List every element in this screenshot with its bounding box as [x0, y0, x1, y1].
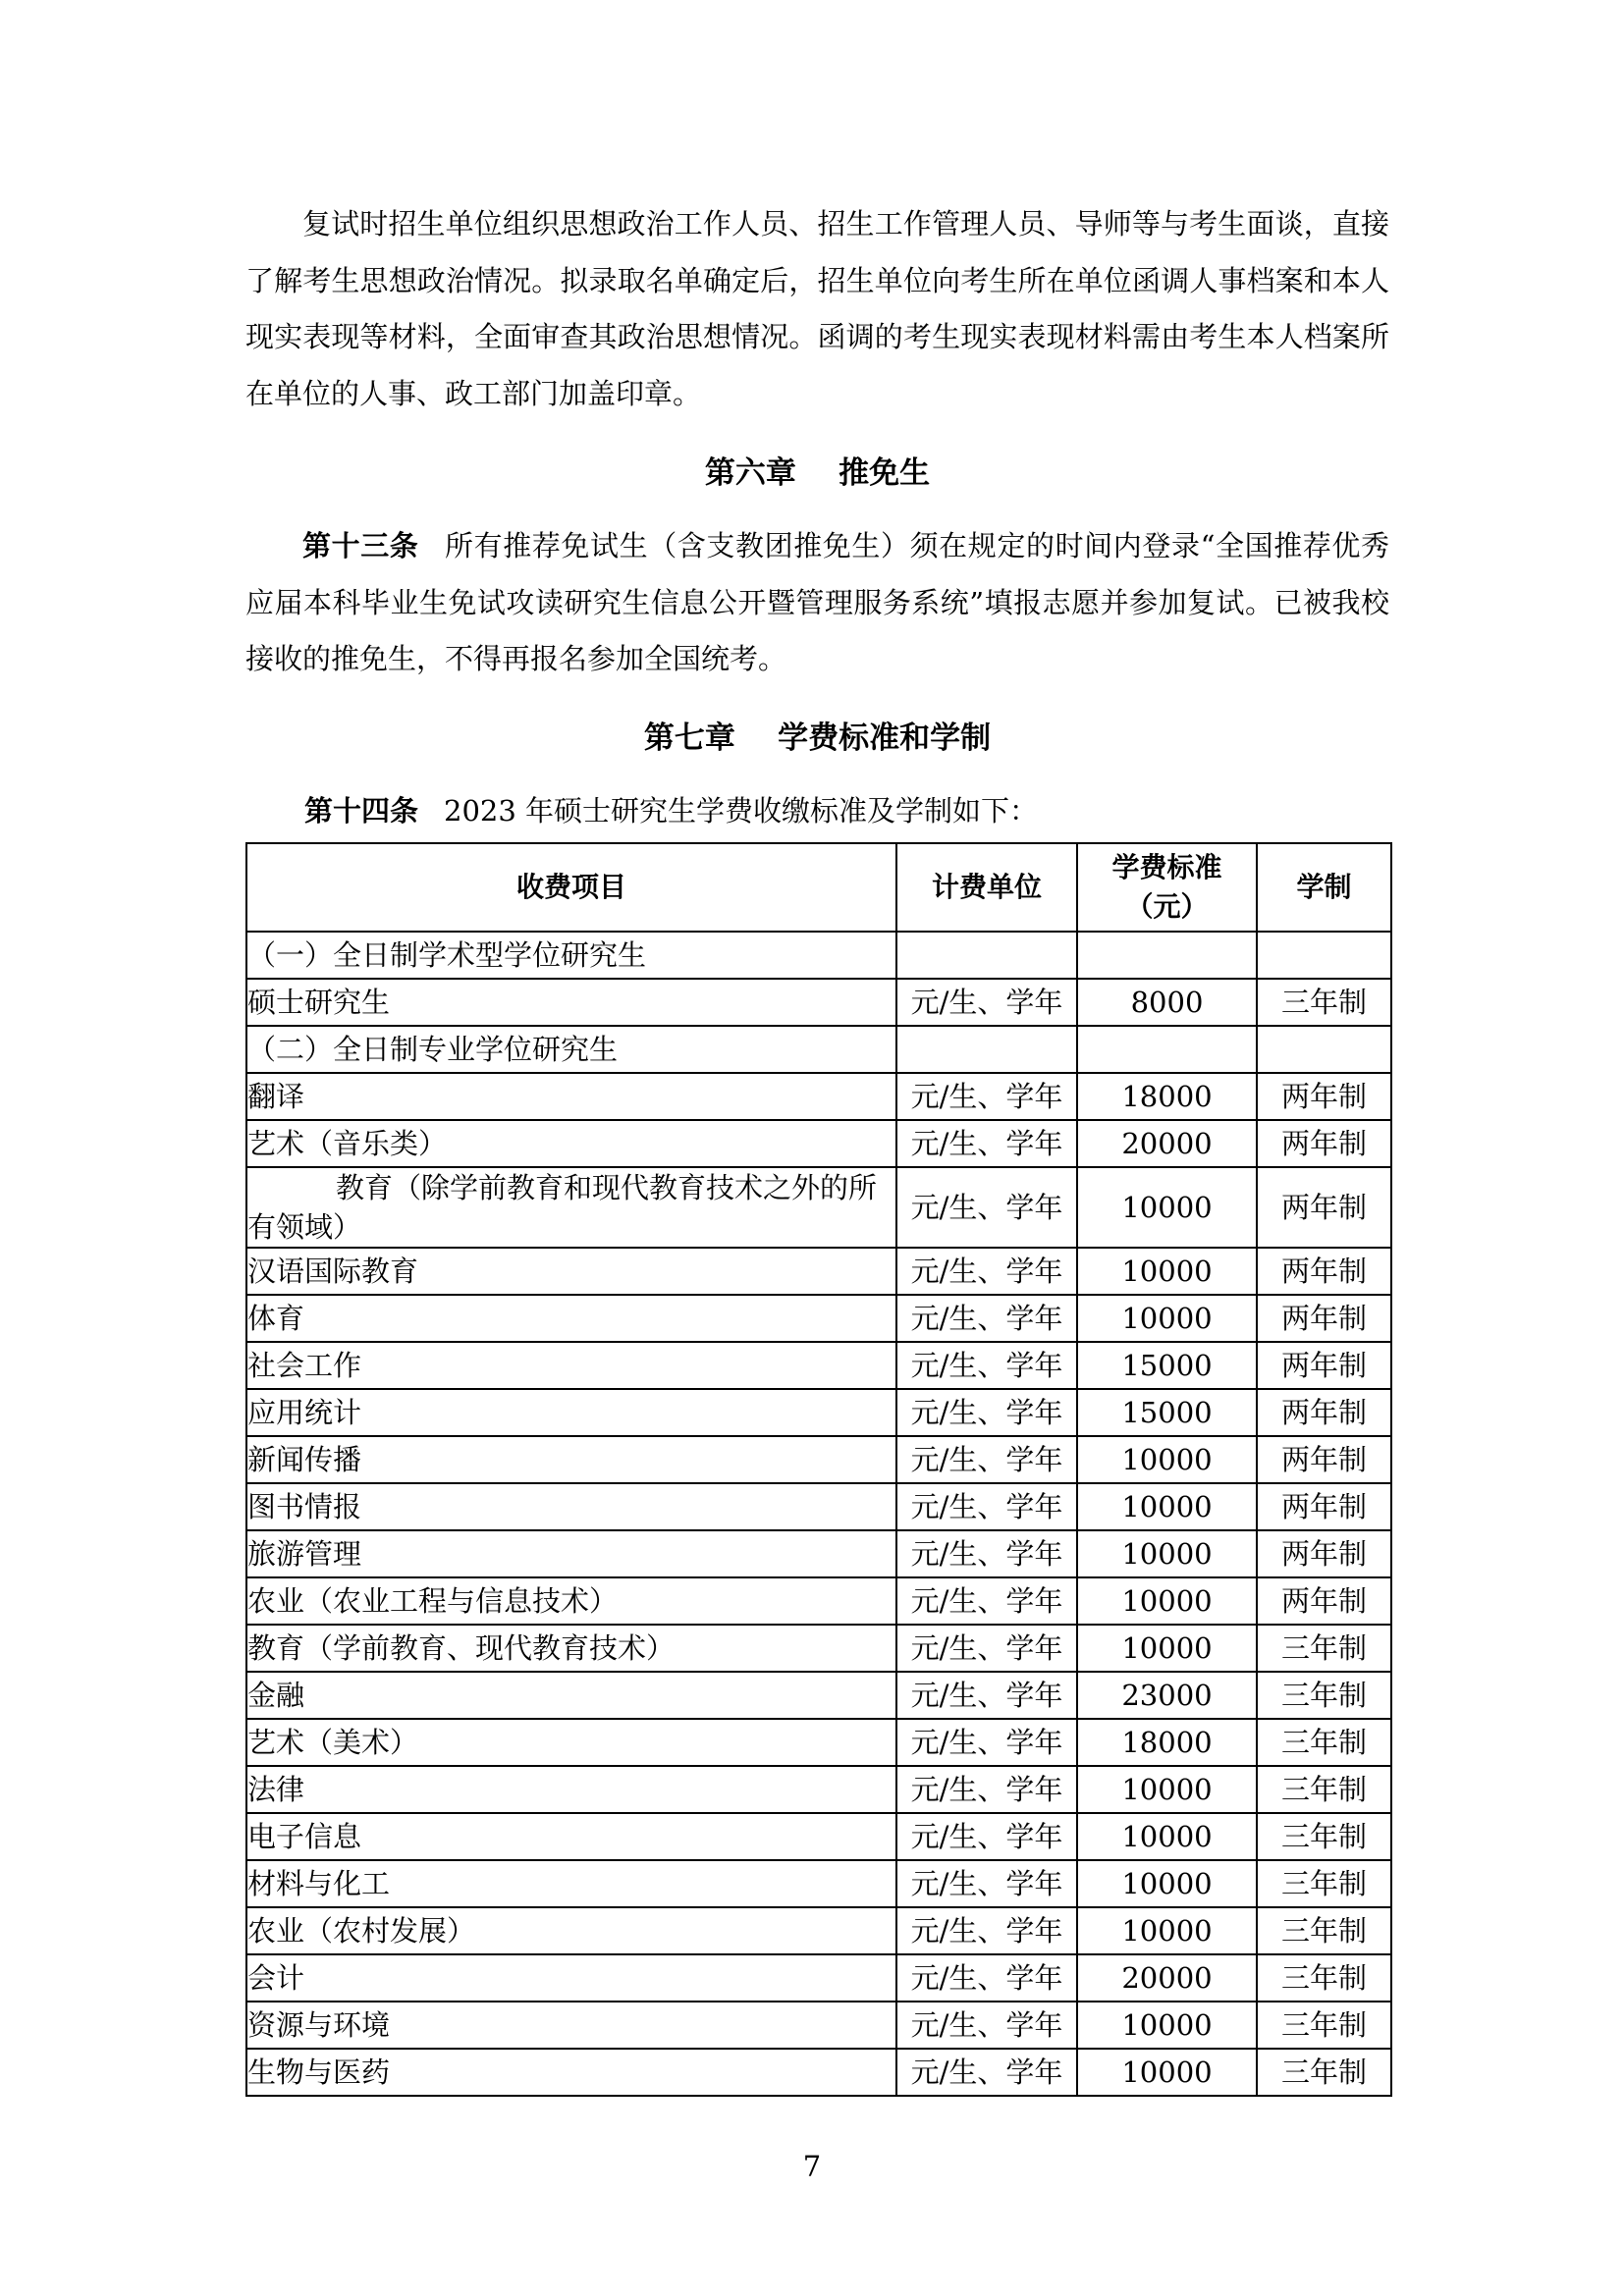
empty-cell — [1257, 1026, 1391, 1073]
article13-paragraph — [245, 518, 1389, 688]
item-cell: 新闻传播 — [246, 1436, 896, 1483]
system-cell: 两年制 — [1257, 1577, 1391, 1625]
table-row — [246, 1766, 1391, 1813]
system-cell: 三年制 — [1257, 1813, 1391, 1860]
system-cell: 三年制 — [1257, 2002, 1391, 2049]
fee-cell: 18000 — [1077, 1073, 1257, 1120]
fee-cell: 18000 — [1077, 1719, 1257, 1766]
item-cell: 体育 — [246, 1295, 896, 1342]
unit-cell: 元/生、学年 — [896, 1120, 1077, 1167]
system-cell: 两年制 — [1257, 1530, 1391, 1577]
unit-cell: 元/生、学年 — [896, 2049, 1077, 2096]
article14-paragraph — [304, 791, 1038, 830]
item-cell: 生物与医药 — [246, 2049, 896, 2096]
item-cell: 农业（农村发展） — [246, 1907, 896, 1954]
system-cell: 三年制 — [1257, 1625, 1391, 1672]
fee-cell: 10000 — [1077, 2002, 1257, 2049]
header-system: 学制 — [1257, 843, 1391, 932]
unit-cell: 元/生、学年 — [896, 2002, 1077, 2049]
table-row — [246, 1248, 1391, 1295]
system-cell: 三年制 — [1257, 2049, 1391, 2096]
item-cell: 应用统计 — [246, 1389, 896, 1436]
system-cell: 三年制 — [1257, 979, 1391, 1026]
system-cell: 两年制 — [1257, 1167, 1391, 1248]
empty-cell — [1077, 1026, 1257, 1073]
system-cell: 三年制 — [1257, 1672, 1391, 1719]
table-row — [246, 1577, 1391, 1625]
unit-cell: 元/生、学年 — [896, 1907, 1077, 1954]
fee-cell: 10000 — [1077, 1295, 1257, 1342]
system-cell: 两年制 — [1257, 1073, 1391, 1120]
header-fee — [1077, 843, 1257, 932]
table-row — [246, 1954, 1391, 2002]
table-row — [246, 1342, 1391, 1389]
fee-cell: 8000 — [1077, 979, 1257, 1026]
fee-cell: 10000 — [1077, 1248, 1257, 1295]
item-cell: 硕士研究生 — [246, 979, 896, 1026]
unit-cell: 元/生、学年 — [896, 1766, 1077, 1813]
unit-cell: 元/生、学年 — [896, 1577, 1077, 1625]
fee-cell: 15000 — [1077, 1389, 1257, 1436]
item-cell: 旅游管理 — [246, 1530, 896, 1577]
header-item: 收费项目 — [246, 843, 896, 932]
fee-cell: 23000 — [1077, 1672, 1257, 1719]
group-label: （二）全日制专业学位研究生 — [246, 1026, 896, 1073]
empty-cell — [896, 1026, 1077, 1073]
item-cell: 法律 — [246, 1766, 896, 1813]
table-row — [246, 2049, 1391, 2096]
article13-label: 第十三条 — [302, 529, 419, 562]
tuition-table — [245, 842, 1392, 2097]
fee-cell: 10000 — [1077, 1625, 1257, 1672]
header-fee-label: 学费标准（元） — [1111, 851, 1222, 923]
unit-cell: 元/生、学年 — [896, 1719, 1077, 1766]
item-cell: 社会工作 — [246, 1342, 896, 1389]
table-row — [246, 1295, 1391, 1342]
unit-cell: 元/生、学年 — [896, 1483, 1077, 1530]
table-row — [246, 1672, 1391, 1719]
article13-text: 所有推荐免试生（含支教团推免生）须在规定的时间内登录“全国推荐优秀应届本科毕业生免试攻读研究生信息公开暨管理服务系统”填报志愿并参加复试。已被我校接收的推免生，不得再报名参加全国统考。 — [245, 529, 1389, 675]
item-cell: 艺术（音乐类） — [246, 1120, 896, 1167]
fee-cell: 10000 — [1077, 1860, 1257, 1907]
chapter6-title: 第六章 推免生 — [704, 455, 931, 491]
system-cell: 两年制 — [1257, 1342, 1391, 1389]
unit-cell: 元/生、学年 — [896, 1530, 1077, 1577]
empty-cell — [896, 932, 1077, 979]
fee-cell: 20000 — [1077, 1954, 1257, 2002]
system-cell: 两年制 — [1257, 1389, 1391, 1436]
table-body — [246, 932, 1391, 2096]
system-cell: 三年制 — [1257, 1766, 1391, 1813]
table-row — [246, 1625, 1391, 1672]
unit-cell: 元/生、学年 — [896, 1860, 1077, 1907]
unit-cell: 元/生、学年 — [896, 1954, 1077, 2002]
unit-cell: 元/生、学年 — [896, 1813, 1077, 1860]
table-row — [246, 1389, 1391, 1436]
table-row — [246, 2002, 1391, 2049]
item-cell: 教育（除学前教育和现代教育技术之外的所有领域） — [246, 1167, 896, 1248]
unit-cell: 元/生、学年 — [896, 1073, 1077, 1120]
item-cell: 翻译 — [246, 1073, 896, 1120]
item-cell: 材料与化工 — [246, 1860, 896, 1907]
table-header-row — [246, 843, 1391, 932]
table-row — [246, 1483, 1391, 1530]
system-cell: 两年制 — [1257, 1295, 1391, 1342]
item-cell: 农业（农业工程与信息技术） — [246, 1577, 896, 1625]
item-cell: 电子信息 — [246, 1813, 896, 1860]
article14-text: 2023 年硕士研究生学费收缴标准及学制如下： — [444, 794, 1039, 828]
table-row — [246, 1719, 1391, 1766]
unit-cell: 元/生、学年 — [896, 1625, 1077, 1672]
unit-cell: 元/生、学年 — [896, 979, 1077, 1026]
table-row — [246, 979, 1391, 1026]
chapter7-title: 第七章 学费标准和学制 — [643, 721, 992, 756]
fee-cell: 10000 — [1077, 1530, 1257, 1577]
item-cell: 会计 — [246, 1954, 896, 2002]
table-group-row — [246, 932, 1391, 979]
table-row — [246, 1530, 1391, 1577]
fee-cell: 10000 — [1077, 1577, 1257, 1625]
unit-cell: 元/生、学年 — [896, 1672, 1077, 1719]
item-cell: 资源与环境 — [246, 2002, 896, 2049]
fee-cell: 10000 — [1077, 1907, 1257, 1954]
item-cell: 艺术（美术） — [246, 1719, 896, 1766]
item-cell: 图书情报 — [246, 1483, 896, 1530]
fee-cell: 10000 — [1077, 1483, 1257, 1530]
header-unit: 计费单位 — [896, 843, 1077, 932]
fee-cell: 10000 — [1077, 1167, 1257, 1248]
table-row — [246, 1167, 1391, 1248]
system-cell: 三年制 — [1257, 1719, 1391, 1766]
group-label: （一）全日制学术型学位研究生 — [246, 932, 896, 979]
item-cell: 金融 — [246, 1672, 896, 1719]
table-group-row — [246, 1026, 1391, 1073]
table-row — [246, 1120, 1391, 1167]
empty-cell — [1257, 932, 1391, 979]
system-cell: 两年制 — [1257, 1120, 1391, 1167]
article14-label: 第十四条 — [304, 794, 419, 828]
table-row — [246, 1436, 1391, 1483]
item-cell: 教育（学前教育、现代教育技术） — [246, 1625, 896, 1672]
unit-cell: 元/生、学年 — [896, 1436, 1077, 1483]
table-row — [246, 1073, 1391, 1120]
table-row — [246, 1860, 1391, 1907]
system-cell: 两年制 — [1257, 1483, 1391, 1530]
fee-cell: 10000 — [1077, 1766, 1257, 1813]
paragraph-interview: 复试时招生单位组织思想政治工作人员、招生工作管理人员、导师等与考生面谈，直接了解考生思想政治情况。拟录取名单确定后，招生单位向考生所在单位函调人事档案和本人现实表现等材料，全面审查其政治思想情况。函调的考生现实表现材料需由考生本人档案所在单位的人事、政工部门加盖印章。 — [245, 207, 1389, 410]
table-row — [246, 1907, 1391, 1954]
system-cell: 两年制 — [1257, 1248, 1391, 1295]
unit-cell: 元/生、学年 — [896, 1342, 1077, 1389]
system-cell: 三年制 — [1257, 1860, 1391, 1907]
table-row — [246, 1813, 1391, 1860]
unit-cell: 元/生、学年 — [896, 1167, 1077, 1248]
fee-cell: 10000 — [1077, 1813, 1257, 1860]
fee-cell: 15000 — [1077, 1342, 1257, 1389]
unit-cell: 元/生、学年 — [896, 1389, 1077, 1436]
system-cell: 两年制 — [1257, 1436, 1391, 1483]
fee-cell: 20000 — [1077, 1120, 1257, 1167]
unit-cell: 元/生、学年 — [896, 1295, 1077, 1342]
unit-cell: 元/生、学年 — [896, 1248, 1077, 1295]
item-cell: 汉语国际教育 — [246, 1248, 896, 1295]
fee-cell: 10000 — [1077, 1436, 1257, 1483]
fee-cell: 10000 — [1077, 2049, 1257, 2096]
system-cell: 三年制 — [1257, 1954, 1391, 2002]
page-number: 7 — [802, 2150, 822, 2183]
system-cell: 三年制 — [1257, 1907, 1391, 1954]
empty-cell — [1077, 932, 1257, 979]
